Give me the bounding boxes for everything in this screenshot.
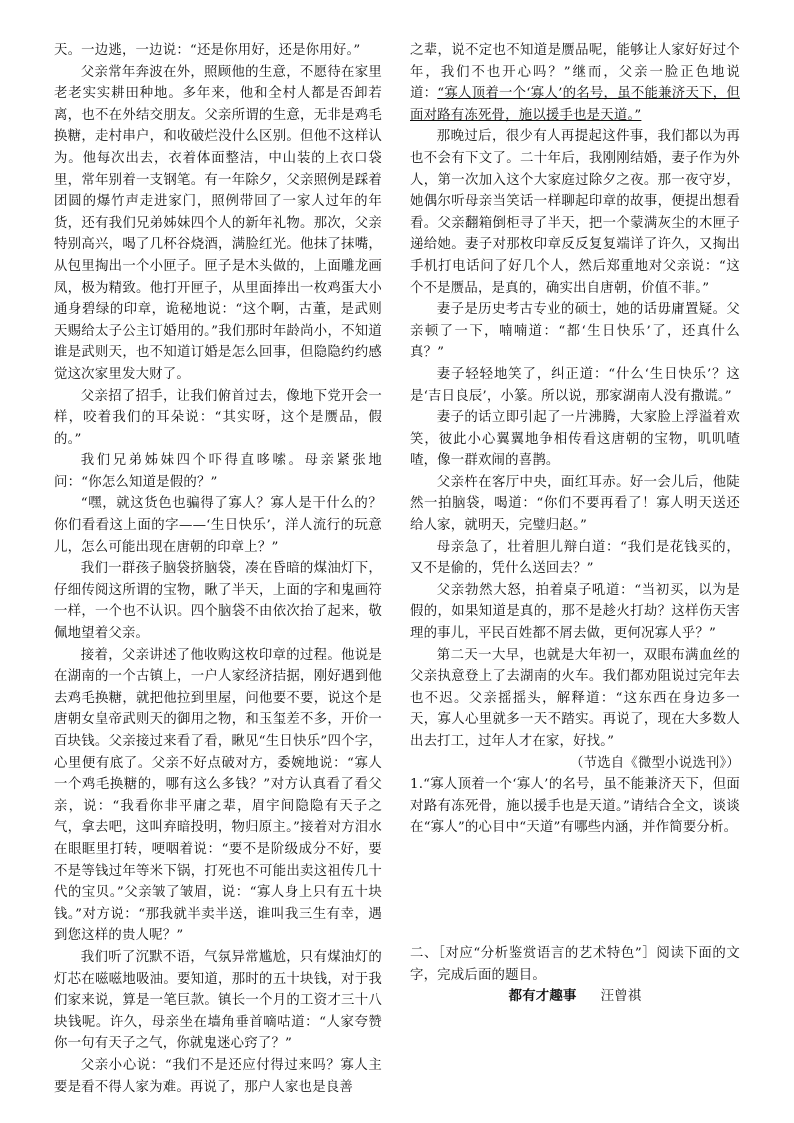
paragraph: 妻子是历史考古专业的硕士，她的话毋庸置疑。父亲顿了一下，喃喃道：“都‘生日快乐’了，还真什么真？” (410, 302, 740, 361)
paragraph: 妻子轻轻地笑了，纠正道：“什么‘生日快乐’？这是‘吉日良辰’，小篆。所以说，那家湖南人没有撒谎。” (410, 366, 740, 404)
paragraph: 我们一群孩子脑袋挤脑袋，凑在昏暗的煤油灯下，仔细传阅这所谓的宝物，瞅了半天，上面的字和鬼画符一样，一个也不认识。四个脑袋不由依次抬了起来，敬佩地望着父亲。 (54, 561, 382, 642)
paragraph: “嘿，就这货色也骗得了寡人？寡人是干什么的？你们看看这上面的字——‘生日快乐’，洋人流行的玩意儿，怎么可能出现在唐朝的印章上？” (54, 496, 382, 555)
paragraph: 父亲勃然大怒，拍着桌子吼道：“当初买，以为是假的，如果知道是真的，那不是趁火打劫？这样伤天害理的事儿，平民百姓都不屑去做，更何况寡人乎？” (410, 582, 740, 642)
next-article-author: 汪曾祺 (600, 989, 642, 1005)
paragraph: 父亲小心说：“我们不是还应付得过来吗？寡人主要是看不得人家为难。再说了，那户人家也是良善 (54, 1057, 382, 1095)
paragraph-text: 之辈，说不定也不知道是赝品呢，能够让人家好好过个年，我们不也开心吗？”继而，父亲一脸正色地说道： (410, 43, 740, 102)
next-article-title-line (410, 986, 740, 1008)
section-2-heading: 二、［对应“分析鉴赏语言的艺术特色”］阅读下面的文字，完成后面的题目。 (410, 945, 740, 983)
question-1: 1.“寡人顶着一个‘寡人’的名号，虽不能兼济天下，但面对路有冻死骨，施以援手也是天道。”请结合全文，谈谈在“寡人”的心目中“天道”有哪些内涵，并作简要分析。 (410, 777, 740, 836)
answer-space (410, 839, 740, 943)
paragraph: 天。一边逃，一边说：“还是你用好，还是你用好。” (54, 43, 361, 58)
underlined-quote: “寡人顶着一个‘寡人’的名号，虽不能兼济天下，但面对路有冻死骨，施以援手也是天道。” (410, 86, 740, 123)
paragraph: 第二天一大早，也就是大年初一，双眼布满血丝的父亲执意登上了去湖南的火车。我们都劝阻说过完年去也不迟。父亲摇摇头，解释道：“这东西在身边多一天，寡人心里就多一天不踏实。再说了，现在大多数人出去打工，过年人才在家，好找。” (410, 647, 740, 749)
source-citation: （节选自《微型小说选刊》） (570, 755, 740, 771)
paragraph: 我们兄弟姊妹四个吓得直哆嗦。母亲紧张地问：“你怎么知道是假的？” (54, 453, 382, 490)
paragraph: 接着，父亲讲述了他收购这枚印章的过程。他说是在湖南的一个古镇上，一户人家经济拮据，刚好遇到他去鸡毛换糖，就把他拉到里屋，问他要不要，说这个是唐朝女皇帝武则天的御用之物，和玉玺差不多，开价一百块钱。父亲接过来看了看，瞅见“生日快乐”四个字，心里便有底了。父亲不好点破对方，委婉地说：“寡人一个鸡毛换糖的，哪有这么多钱？”对方认真看了看父亲，说：“我看你非平庸之辈，眉宇间隐隐有天子之气，拿去吧，这叫弃暗投明，物归原主。”接着对方泪水在眼眶里打转，哽咽着说：“要不是阶级成分不好，要不是等钱过年等米下锅，打死也不可能出卖这祖传几十代的宝贝。”父亲皱了皱眉，说：“寡人身上只有五十块钱。”对方说：“那我就半卖半送，谁叫我三生有幸，遇到您这样的贵人呢？” (54, 647, 382, 944)
paragraph: 父亲杵在客厅中央，面红耳赤。好一会儿后，他陡然一拍脑袋，喝道：“你们不要再看了！寡人明天送还给人家，就明天，完璧归赵。” (410, 474, 740, 534)
next-article-title: 都有才趣事 (508, 988, 577, 1005)
paragraph: 父亲招了招手，让我们俯首过去，像地下党开会一样，咬着我们的耳朵说：“其实呀，这个是赝品，假的。” (54, 388, 382, 447)
paragraph: 那晚过后，很少有人再提起这件事，我们都以为再也不会有下文了。二十年后，我刚刚结婚，妻子作为外人，第一次加入这个大家庭过除夕之夜。那一夜守岁，她偶尔听母亲当笑话一样聊起印章的故事，便提出想看看。父亲翻箱倒柜寻了半天，把一个蒙满灰尘的木匣子递给她。妻子对那枚印章反反复复端详了许久，又掏出手机打电话问了好几个人，然后郑重地对父亲说：“这个不是赝品，是真的，确实出自唐朝，价值不菲。” (410, 129, 740, 296)
right-column (410, 40, 740, 1008)
left-column (54, 40, 382, 1098)
paragraph: 父亲常年奔波在外，照顾他的生意，不愿待在家里老老实实耕田种地。多年来，他和全村人都是否卸若离，也不在外结交朋友。父亲所谓的生意，无非是鸡毛换糖，走村串户，和收破烂没什么区别。但他不这样认为。他每次出去，衣着体面整洁，中山装的上衣口袋里，常年别着一支钢笔。有一年除夕，父亲照例是踩着团圆的爆竹声走进家门，照例带回了一家人过年的年货，还有我们兄弟姊妹四个人的新年礼物。那次，父亲特别高兴，喝了几杯谷烧酒，满脸红光。他抹了抹嘴，从包里掏出一个小匣子。匣子是木头做的，上面雕龙画凤，极为精致。他打开匣子，从里面捧出一枚鸡蛋大小通身碧绿的印章，诡秘地说：“这个啊，古董，是武则天赐给太子公主订婚用的。”我们那时年龄尚小，不知道谁是武则天，也不知道订婚是怎么回事，但隐隐约约感觉这次家里发大财了。 (54, 64, 382, 382)
paragraph: 我们听了沉默不语，气氛异常尴尬，只有煤油灯的灯芯在嗞嗞地吸油。要知道，那时的五十块钱，对于我们家来说，算是一笔巨款。镇长一个月的工资才三十八块钱呢。许久，母亲坐在墙角垂首嘀咕道：“人家夸赞你一句有天子之气，你就鬼迷心窍了？” (54, 949, 382, 1052)
paragraph: 妻子的话立即引起了一片沸腾，大家脸上浮溢着欢笑，彼此小心翼翼地争相传看这唐朝的宝物，叽叽喳喳，像一群欢闹的喜鹊。 (410, 410, 740, 469)
paragraph (410, 40, 740, 126)
paragraph: 母亲急了，壮着胆儿辩白道：“我们是花钱买的，又不是偷的，凭什么送回去？” (410, 539, 740, 577)
